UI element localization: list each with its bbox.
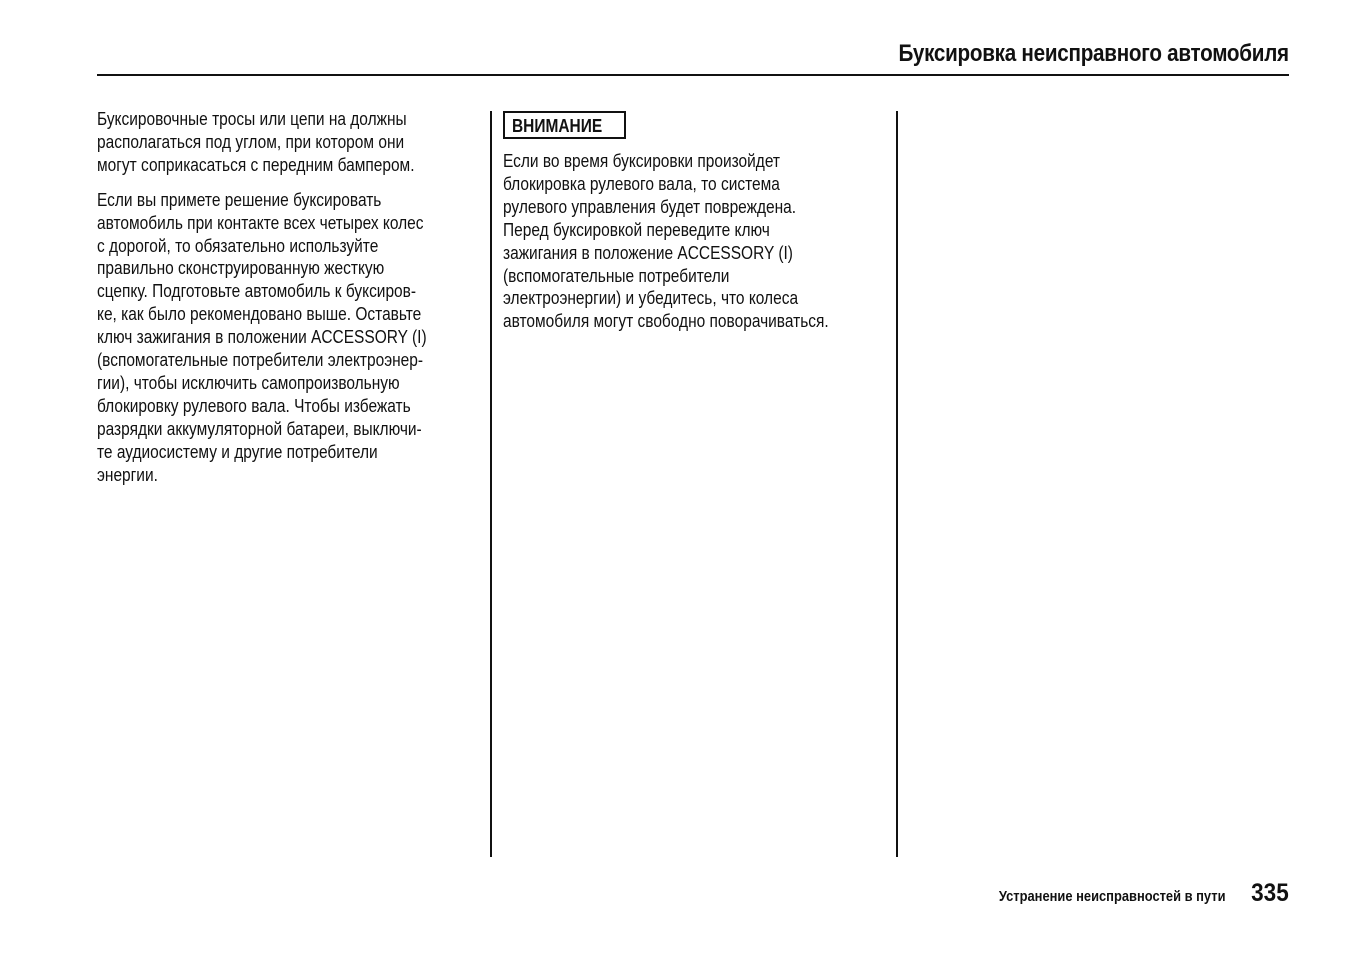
text-line: Если во время буксировки произойдет	[503, 151, 781, 171]
page-number: 335	[1251, 879, 1289, 907]
left-column	[97, 108, 427, 487]
text-line: автомобиль при контакте всех четырех колес	[97, 212, 424, 233]
text-line: разрядки аккумуляторной батареи, выключи-	[97, 418, 422, 439]
notice-text	[503, 150, 829, 333]
column-divider-left	[490, 111, 492, 857]
text-line: автомобиля могут свободно поворачиваться.	[503, 311, 829, 332]
page-title: Буксировка неисправного автомобиля	[898, 40, 1289, 67]
footer-section-title: Устранение неисправностей в пути	[999, 888, 1226, 905]
text-line: блокировку рулевого вала. Чтобы избежать	[97, 395, 411, 416]
text-line: Если вы примете решение буксировать	[97, 189, 382, 210]
text-line: энергии.	[97, 464, 158, 485]
text-line: правильно сконструированную жесткую	[97, 258, 385, 279]
text-line: могут соприкасаться с передним бампером.	[97, 154, 415, 175]
text-line: рулевого управления будет повреждена.	[503, 196, 797, 217]
text-line: гии), чтобы исключить самопроизвольную	[97, 372, 400, 393]
notice-label	[503, 111, 626, 139]
text-line: зажигания в положение ACCESSORY (I)	[503, 242, 793, 263]
paragraph-towing-cables	[97, 108, 427, 177]
text-line: ключ зажигания в положении ACCESSORY (I)	[97, 327, 427, 348]
text-line: (вспомогательные потребители	[503, 265, 730, 286]
notice-paragraph	[503, 150, 829, 333]
column-divider-right	[896, 111, 898, 857]
text-line: те аудиосистему и другие потребители	[97, 441, 378, 462]
text-line: Перед буксировкой переведите ключ	[503, 219, 770, 240]
notice-label-text: ВНИМАНИЕ	[512, 116, 603, 136]
text-line: располагаться под углом, при котором они	[97, 131, 405, 152]
text-line: Буксировочные тросы или цепи на должны	[97, 109, 407, 129]
text-line: с дорогой, то обязательно используйте	[97, 235, 379, 256]
text-line: (вспомогательные потребители электроэнер-	[97, 350, 424, 371]
title-rule	[97, 74, 1289, 76]
text-line: электроэнергии) и убедитесь, что колеса	[503, 288, 799, 309]
paragraph-four-wheel-towing	[97, 189, 427, 487]
text-line: блокировка рулевого вала, то система	[503, 173, 780, 194]
text-line: ке, как было рекомендовано выше. Оставьте	[97, 304, 422, 325]
text-line: сцепку. Подготовьте автомобиль к буксиров-	[97, 281, 417, 302]
